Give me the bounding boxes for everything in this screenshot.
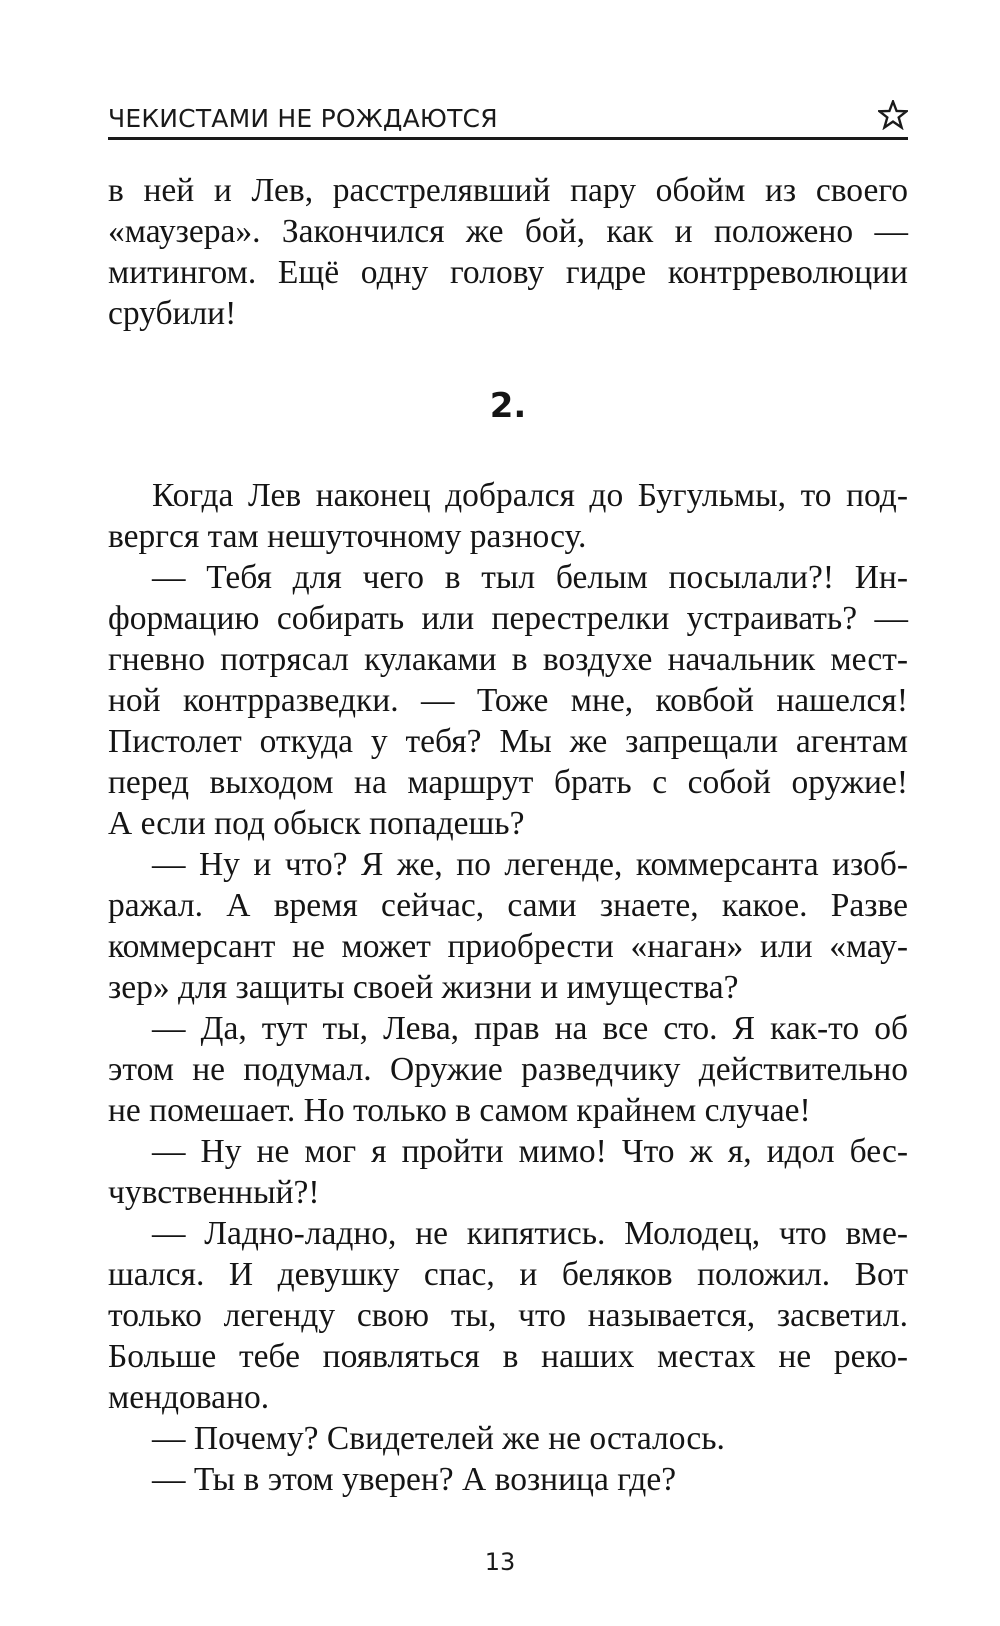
- page-number: 13: [484, 1548, 516, 1576]
- text-line: не помешает. Но только в самом крайнем случае!: [108, 1092, 811, 1129]
- text-line: перед выходом на маршрут брать с собой оружие!: [108, 764, 908, 801]
- text-line: — Да, тут ты, Лева, прав на все сто. Я как-то об: [152, 1010, 908, 1047]
- text-line: — Почему? Свидетелей же не осталось.: [152, 1420, 725, 1457]
- text-line: гневно потрясал кулаками в воздухе начальник мест-: [108, 641, 908, 678]
- text-line: «маузера». Закончился же бой, как и положено —: [108, 213, 908, 250]
- text-line: — Тебя для чего в тыл белым посылали?! Ин-: [152, 559, 908, 596]
- text-line: Когда Лев наконец добрался до Бугульмы, то под-: [152, 477, 908, 514]
- text-line: А если под обыск попадешь?: [108, 805, 525, 842]
- text-line: мендовано.: [108, 1379, 270, 1416]
- text-line: Пистолет откуда у тебя? Мы же запрещали агентам: [108, 723, 908, 760]
- star-outline-icon: [878, 100, 908, 130]
- text-line: только легенду свою ты, что называется, засветил.: [108, 1297, 908, 1334]
- text-line: срубили!: [108, 295, 237, 332]
- text-line: коммерсант не может приобрести «наган» или «мау-: [108, 928, 908, 965]
- running-header: [108, 100, 908, 140]
- text-line: чувственный?!: [108, 1174, 320, 1211]
- text-line: Больше тебе появляться в наших местах не реко-: [108, 1338, 908, 1375]
- body-text: [108, 170, 908, 1500]
- text-line: — Ладно-ладно, не кипятись. Молодец, что вме-: [152, 1215, 908, 1252]
- text-line: вергся там нешуточному разносу.: [108, 518, 587, 555]
- text-line: зер» для защиты своей жизни и имущества?: [108, 969, 739, 1006]
- text-line: формацию собирать или перестрелки устраивать? —: [108, 600, 908, 637]
- text-line: — Ну не мог я пройти мимо! Что ж я, идол бес-: [152, 1133, 908, 1170]
- text-line: — Ну и что? Я же, по легенде, коммерсанта изоб-: [152, 846, 908, 883]
- text-line: в ней и Лев, расстрелявший пару обойм из своего: [108, 172, 908, 209]
- text-line: ной контрразведки. — Тоже мне, ковбой нашелся!: [108, 682, 908, 719]
- text-line: — Ты в этом уверен? А возница где?: [152, 1461, 677, 1498]
- text-line: этом не подумал. Оружие разведчику действительно: [108, 1051, 908, 1088]
- text-line: ражал. А время сейчас, сами знаете, какое. Разве: [108, 887, 908, 924]
- chapter-number: 2.: [489, 386, 527, 426]
- text-line: митингом. Ещё одну голову гидре контрреволюции: [108, 254, 908, 291]
- text-line: шался. И девушку спас, и беляков положил. Вот: [108, 1256, 908, 1293]
- running-title: ЧЕКИСТАМИ НЕ РОЖДАЮТСЯ: [108, 104, 498, 133]
